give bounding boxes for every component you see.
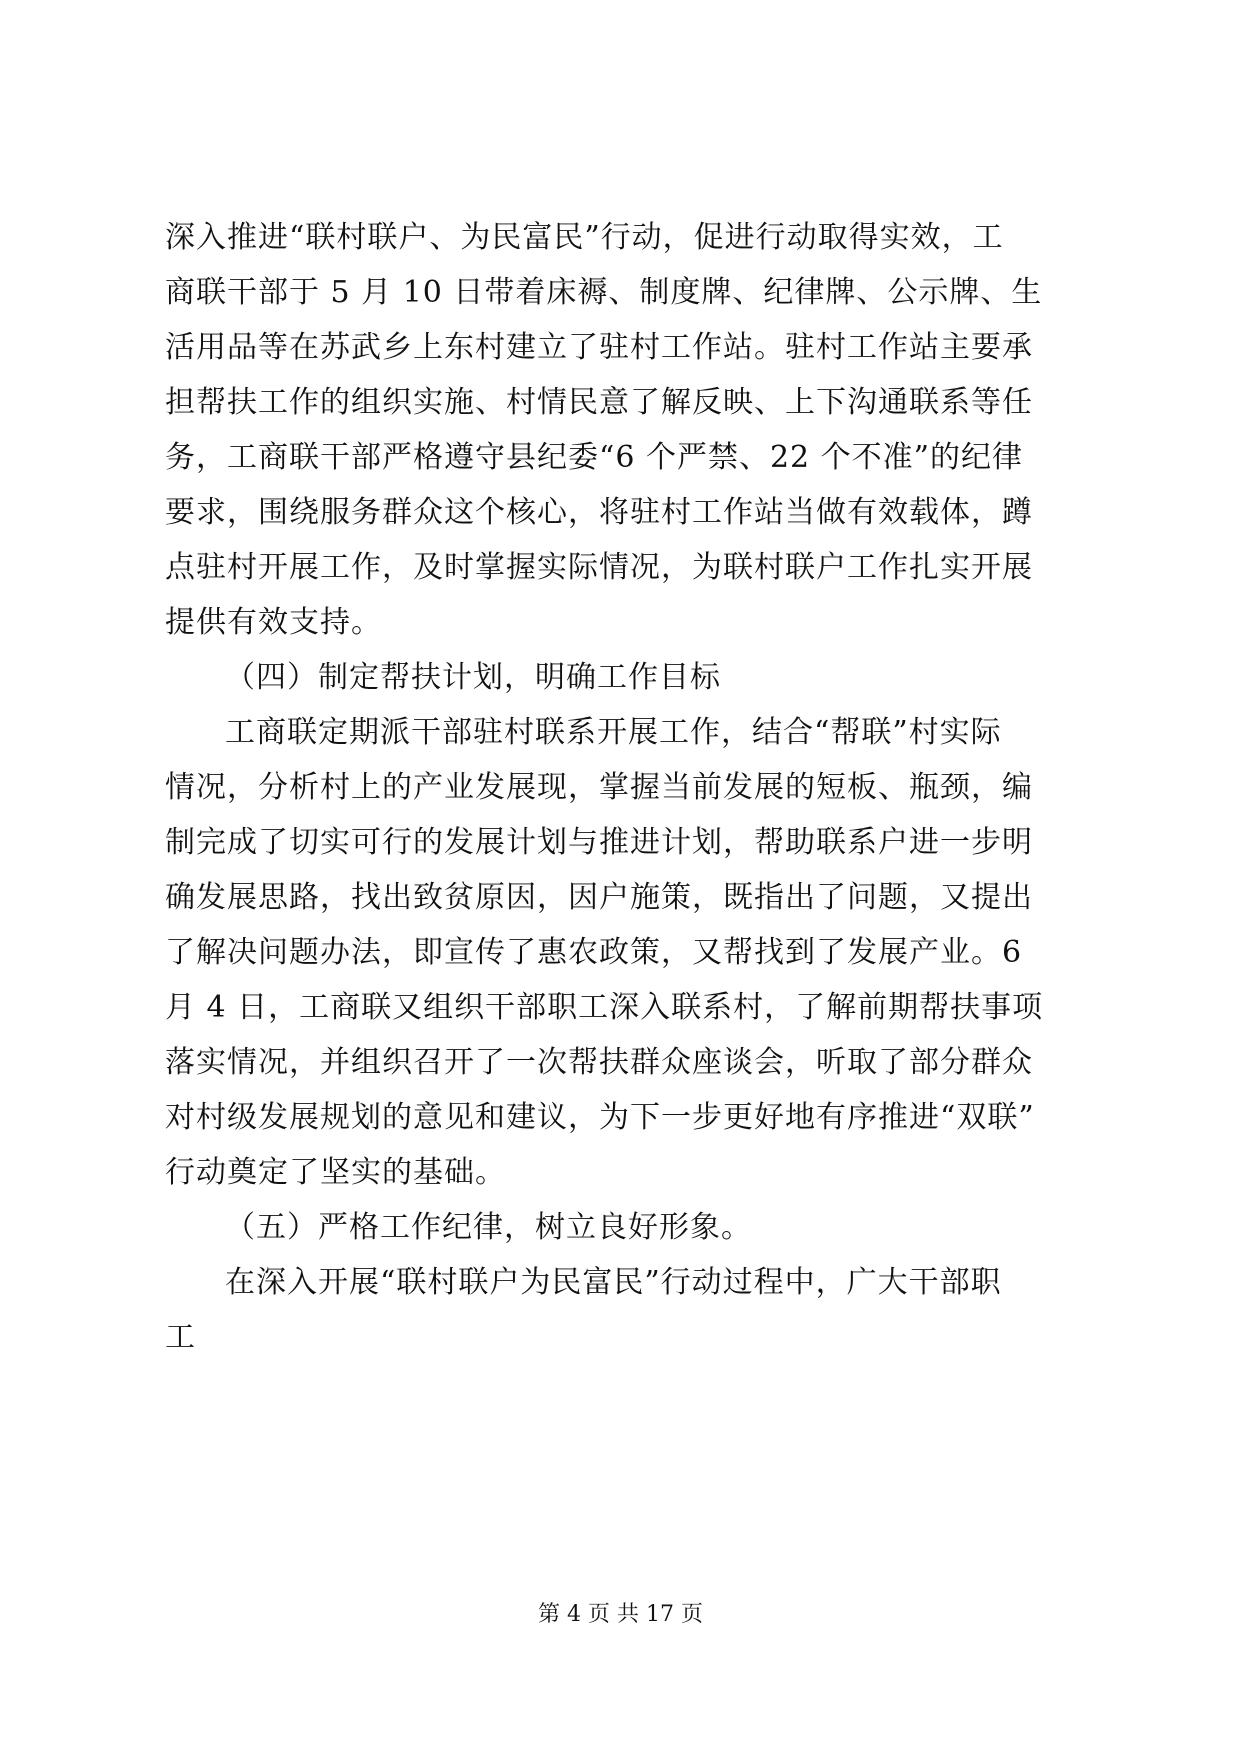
text-line: 行动奠定了坚实的基础。 [165,1155,506,1190]
text-line: 担帮扶工作的组织实施、村情民意了解反映、上下沟通联系等任 [165,385,1033,420]
text-line: 点驻村开展工作，及时掌握实际情况，为联村联户工作扎实开展 [165,550,1033,585]
text-line: 提供有效支持。 [165,605,382,640]
text-line: 对村级发展规划的意见和建议，为下一步更好地有序推进“双联” [165,1100,1035,1135]
text-line: 了解决问题办法，即宣传了惠农政策，又帮找到了发展产业。6 [165,935,1023,970]
text-line: 制完成了切实可行的发展计划与推进计划，帮助联系户进一步明 [165,825,1033,860]
text-line: 工商联定期派干部驻村联系开展工作，结合“帮联”村实际 [225,715,1002,750]
text-line: 务，工商联干部严格遵守县纪委“6 个严禁、22 个不准”的纪律 [165,440,1024,475]
page-footer: 第 4 页 共 17 页 [538,1602,703,1627]
text-line: 在深入开展“联村联户为民富民”行动过程中，广大干部职 [225,1265,1002,1300]
section-heading: （五）严格工作纪律，树立良好形象。 [225,1210,752,1245]
text-line: 确发展思路，找出致贫原因，因户施策，既指出了问题，又提出 [165,880,1033,915]
text-line: 情况，分析村上的产业发展现，掌握当前发展的短板、瓶颈，编 [165,770,1033,805]
text-line: 落实情况，并组织召开了一次帮扶群众座谈会，听取了部分群众 [165,1045,1033,1080]
text-line: 要求，围绕服务群众这个核心，将驻村工作站当做有效载体，蹲 [165,495,1033,530]
text-line: 月 4 日，工商联又组织干部职工深入联系村，了解前期帮扶事项 [165,990,1044,1025]
text-line: 深入推进“联村联户、为民富民”行动，促进行动取得实效，工 [165,220,1004,255]
text-line: 活用品等在苏武乡上东村建立了驻村工作站。驻村工作站主要承 [165,330,1033,365]
text-line: 商联干部于 5 月 10 日带着床褥、制度牌、纪律牌、公示牌、生 [165,275,1043,310]
text-line: 工 [165,1320,196,1355]
section-heading: （四）制定帮扶计划，明确工作目标 [225,660,721,695]
